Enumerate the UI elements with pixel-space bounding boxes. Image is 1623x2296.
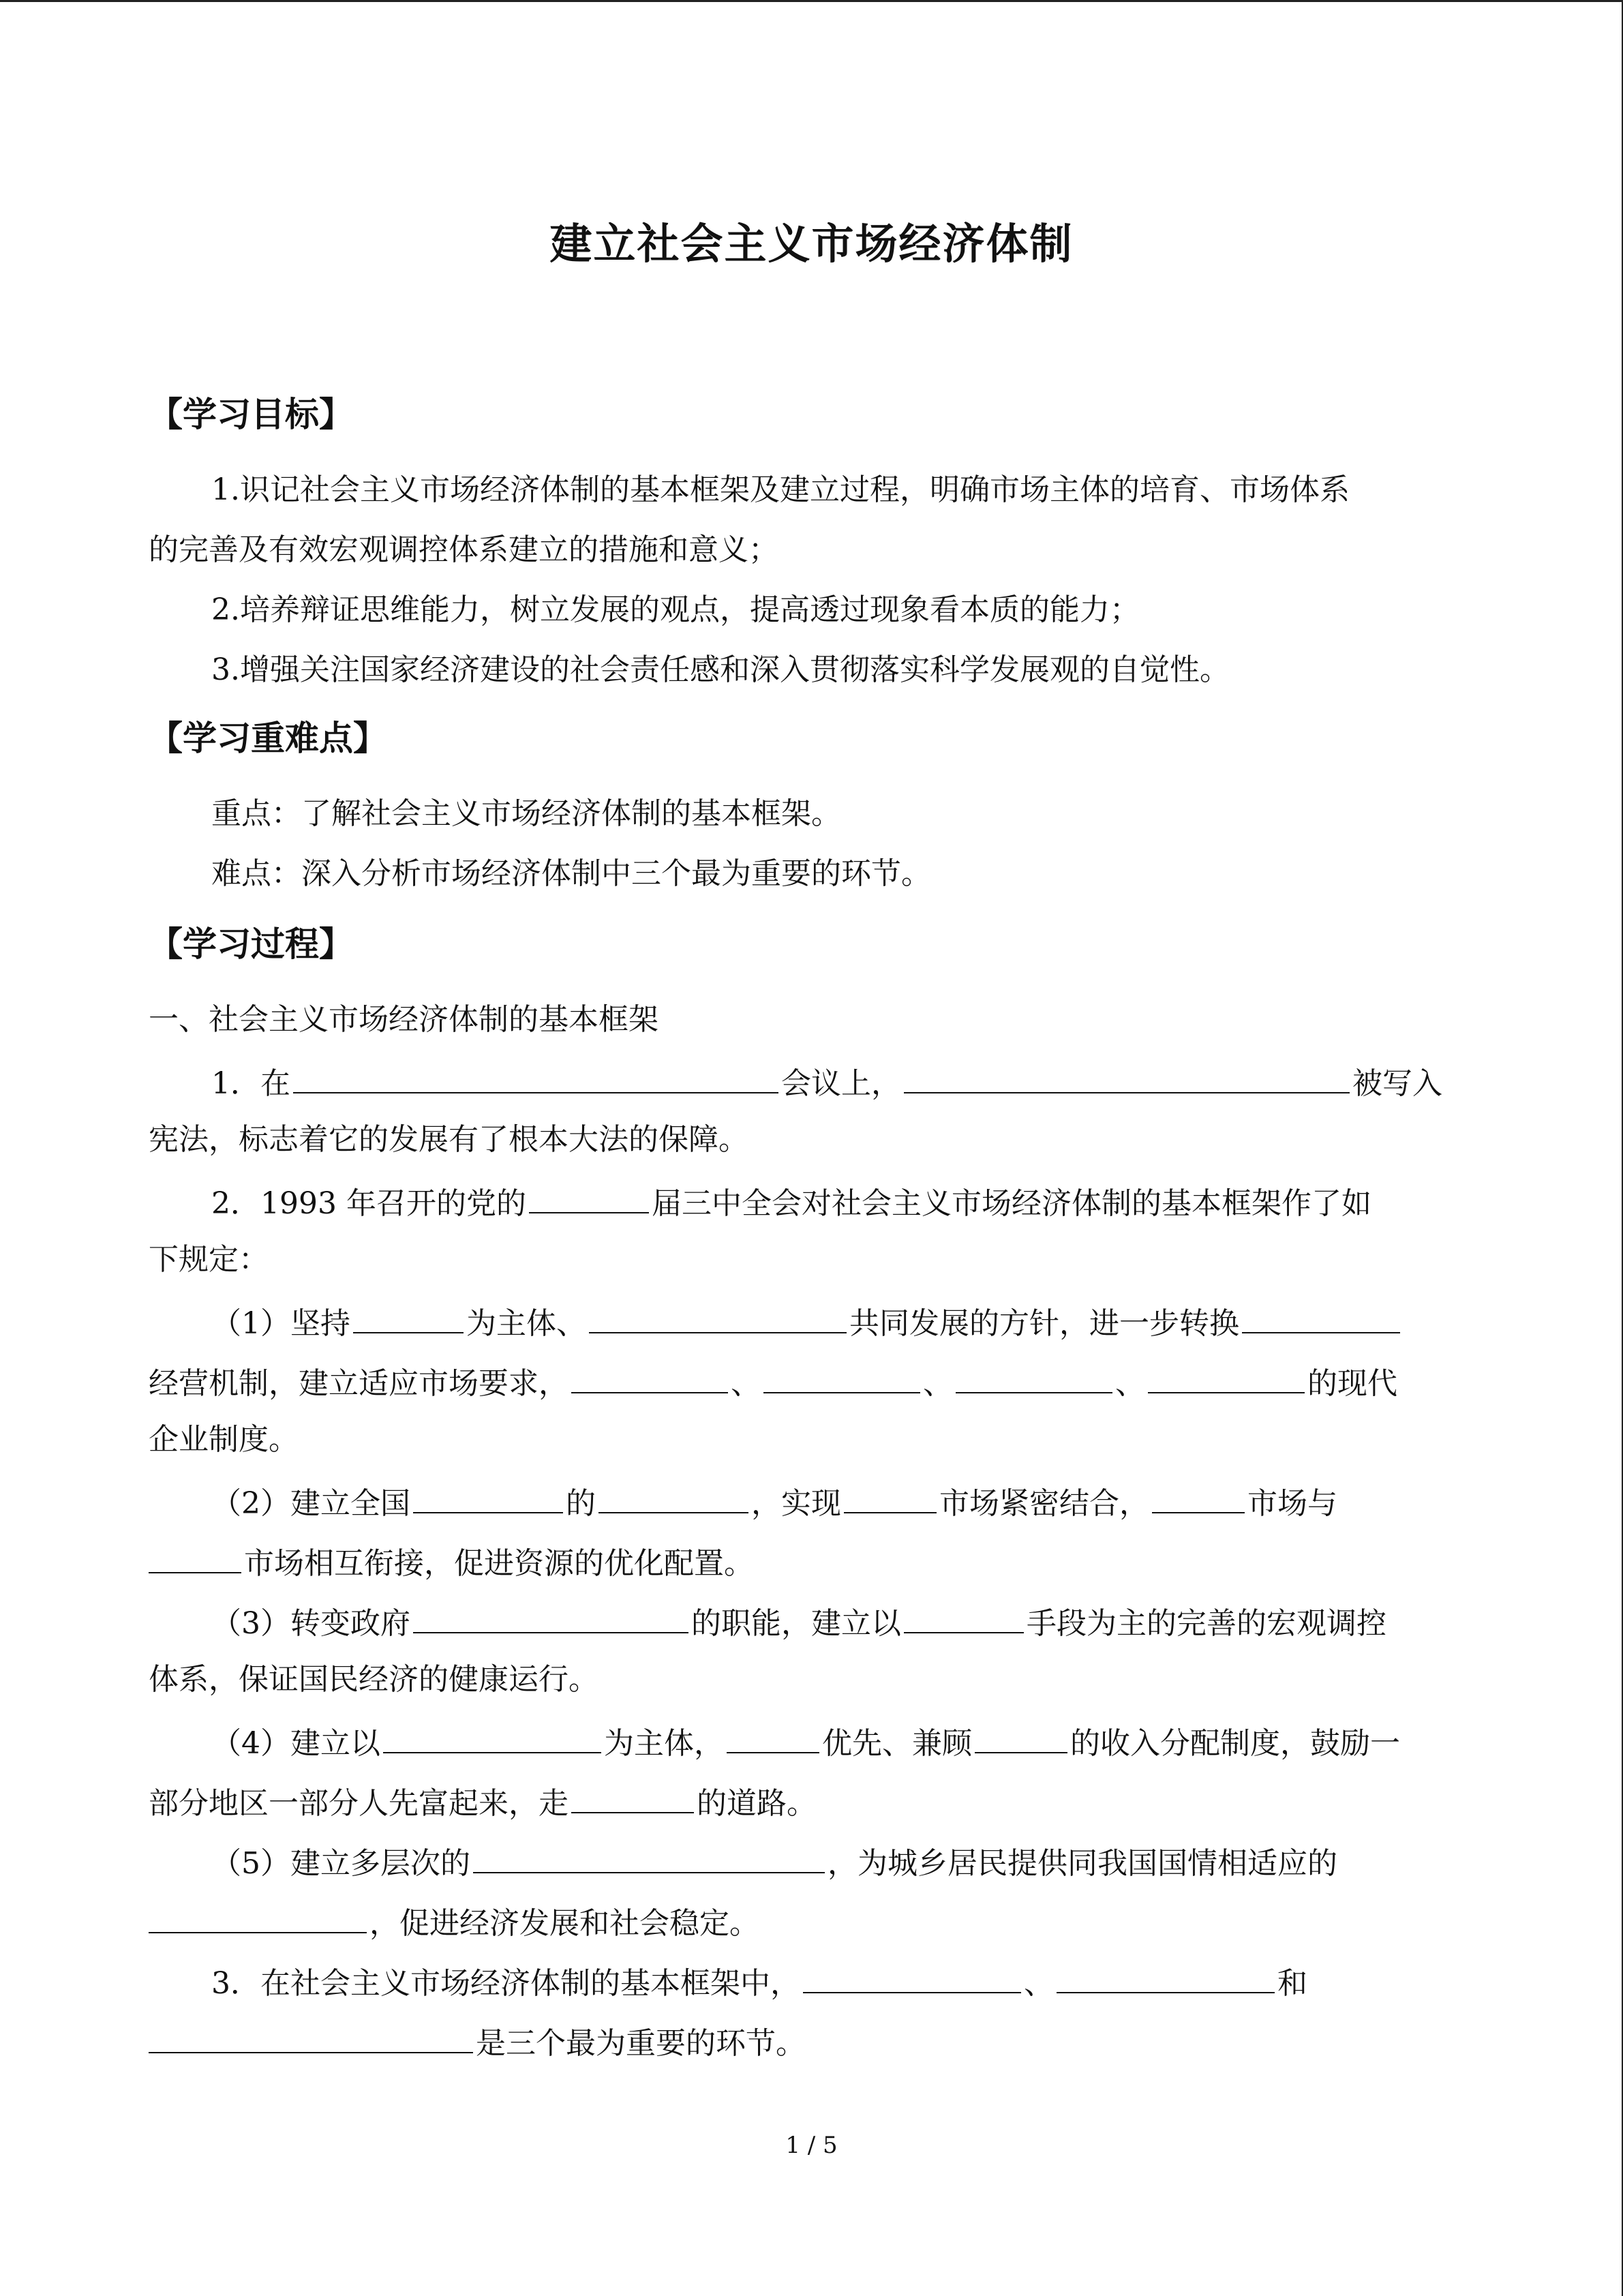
blank[interactable] (956, 1362, 1112, 1393)
blank[interactable] (571, 1362, 728, 1393)
item-2-line-2: 市场相互衔接，促进资源的优化配置。 (149, 1542, 754, 1582)
blank[interactable] (904, 1602, 1024, 1633)
item-3-line-2: 体系，保证国民经济的健康运行。 (149, 1662, 598, 1697)
blank[interactable] (727, 1722, 819, 1753)
blank[interactable] (844, 1482, 937, 1513)
blank[interactable] (149, 2022, 473, 2053)
question-2-line-2: 下规定： (149, 1242, 269, 1277)
item-1-line-1: （1）坚持 为主体、 共同发展的方针，进一步转换 (211, 1302, 1403, 1342)
blank[interactable] (293, 1062, 778, 1093)
blank[interactable] (904, 1062, 1350, 1093)
section-heading-key-points: 【学习重难点】 (149, 719, 387, 758)
blank[interactable] (473, 1842, 825, 1873)
blank[interactable] (1148, 1362, 1305, 1393)
difficult-point: 难点：深入分析市场经济体制中三个最为重要的环节。 (211, 856, 931, 891)
blank[interactable] (1242, 1302, 1400, 1333)
item-2-line-1: （2）建立全国 的 ，实现 市场紧密结合， 市场与 (211, 1482, 1337, 1522)
key-point: 重点：了解社会主义市场经济体制的基本框架。 (211, 796, 841, 831)
item-1-line-2: 经营机制，建立适应市场要求， 、 、 、 的现代 (149, 1362, 1397, 1402)
goal-1-line-2: 的完善及有效宏观调控体系建立的措施和意义； (149, 532, 778, 567)
blank[interactable] (975, 1722, 1067, 1753)
blank[interactable] (803, 1962, 1021, 1993)
blank[interactable] (763, 1362, 920, 1393)
goal-1-line-1: 1.识记社会主义市场经济体制的基本框架及建立过程，明确市场主体的培育、市场体系 (211, 472, 1350, 507)
question-2-line-1: 2．1993 年召开的党的 届三中全会对社会主义市场经济体制的基本框架作了如 (211, 1182, 1371, 1222)
question-3-line-2: 是三个最为重要的环节。 (149, 2022, 806, 2062)
blank[interactable] (149, 1902, 367, 1933)
item-1-line-3: 企业制度。 (149, 1422, 299, 1457)
question-1-line-1: 1．在 会议上， 被写入 (211, 1062, 1442, 1102)
blank[interactable] (1152, 1482, 1245, 1513)
item-4-line-1: （4）建立以 为主体， 优先、兼顾 的收入分配制度，鼓励一 (211, 1722, 1400, 1762)
blank[interactable] (149, 1542, 241, 1573)
blank[interactable] (413, 1482, 563, 1513)
blank[interactable] (589, 1302, 847, 1333)
section-heading-process: 【学习过程】 (149, 924, 353, 964)
page-title: 建立社会主义市场经济体制 (549, 219, 1074, 269)
blank[interactable] (413, 1602, 688, 1633)
item-5-line-1: （5）建立多层次的 ，为城乡居民提供同我国国情相适应的 (211, 1842, 1337, 1882)
blank[interactable] (1057, 1962, 1275, 1993)
blank[interactable] (353, 1302, 464, 1333)
section-heading-goals: 【学习目标】 (149, 395, 353, 434)
item-5-line-2: ，促进经济发展和社会稳定。 (149, 1902, 759, 1942)
blank[interactable] (598, 1482, 748, 1513)
question-3-line-1: 3．在社会主义市场经济体制的基本框架中， 、 和 (211, 1962, 1307, 2002)
page-number: 1 / 5 (785, 2132, 838, 2159)
blank[interactable] (383, 1722, 601, 1753)
goal-2: 2.培养辩证思维能力，树立发展的观点，提高透过现象看本质的能力； (211, 592, 1140, 627)
blank[interactable] (529, 1182, 649, 1213)
blank[interactable] (571, 1782, 694, 1813)
item-4-line-2: 部分地区一部分人先富起来，走 的道路。 (149, 1782, 817, 1822)
question-1-line-2: 宪法，标志着它的发展有了根本大法的保障。 (149, 1122, 748, 1157)
subheading-framework: 一、社会主义市场经济体制的基本框架 (149, 1002, 658, 1037)
goal-3: 3.增强关注国家经济建设的社会责任感和深入贯彻落实科学发展观的自觉性。 (211, 652, 1230, 687)
item-3-line-1: （3）转变政府 的职能，建立以 手段为主的完善的宏观调控 (211, 1602, 1386, 1642)
